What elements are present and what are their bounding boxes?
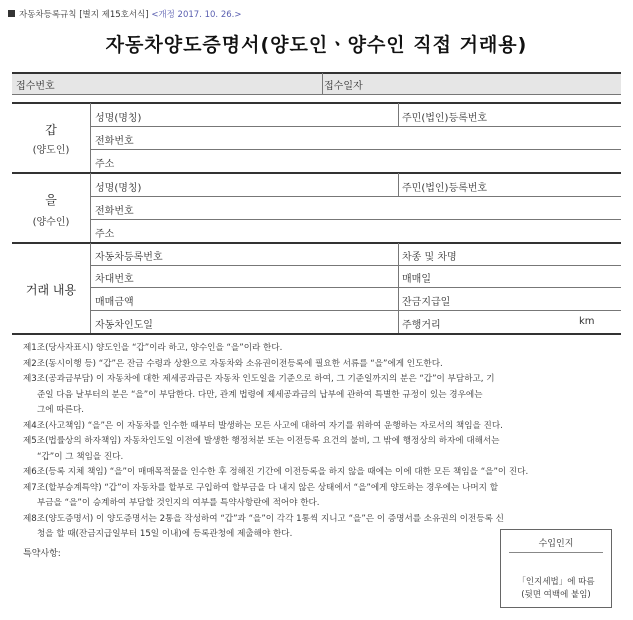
clause-line: 준일 다음 날부터의 분은 “을”이 부담한다. 다만, 관계 법령에 제세공과금의 납부에 관하여 특별한 규정이 있는 경우에는 — [37, 389, 483, 400]
clause-line: 제3조(공과금부담) 이 자동차에 대한 제세공과금은 자동차 인도일을 기준으로 하여, 그 기준일까지의 분은 “갑”이 부담하고, 기 — [23, 374, 495, 384]
stamp-note-law: 「인지세법」에 따름 — [517, 577, 595, 587]
buyer-name-label: 성명(명칭) — [95, 183, 142, 194]
sale-price-label: 매매금액 — [95, 297, 134, 308]
buyer-role-desc: (양수인) — [32, 217, 70, 228]
clause-line: 제4조(사고책임) “을”은 이 자동차를 인수한 때부터 발생하는 모든 사고에 대하여 자기를 위하여 운행하는 자로서의 책임을 진다. — [23, 420, 503, 431]
stamp-divider — [509, 552, 603, 553]
clause-line: 제5조(법률상의 하자책임) 자동차인도일 이전에 발생한 행정처분 또는 이전등록 요건의 불비, 그 밖에 행정상의 하자에 대해서는 — [23, 436, 500, 446]
transaction-label: 거래 내용 — [25, 283, 77, 297]
buyer-role: 을 — [45, 193, 57, 207]
vehicle-model-label: 차종 및 차명 — [402, 252, 457, 263]
form-header — [8, 8, 241, 20]
revision-date: <개정 2017. 10. 26.> — [151, 10, 242, 20]
form-number: [별지 제15호서식] — [79, 10, 149, 20]
receipt-date-label: 접수일자 — [324, 81, 363, 92]
clause-line: 제8조(양도증명서) 이 양도증명서는 2통을 작성하여 “갑”과 “을”이 각각 1통씩 지니고 “을”은 이 증명서를 소유권의 이전등록 신 — [23, 513, 504, 524]
receipt-bar — [12, 73, 621, 94]
buyer-address-label: 주소 — [95, 229, 115, 240]
sale-date-label: 매매일 — [402, 274, 431, 285]
revenue-stamp-box — [500, 529, 612, 608]
seller-id-label: 주민(법인)등록번호 — [402, 113, 488, 124]
seller-role: 갑 — [45, 123, 57, 137]
clause-line: “갑”이 그 책임을 진다. — [37, 451, 124, 462]
seller-name-label: 성명(명칭) — [95, 113, 142, 124]
clause-line: 제7조(할부승계특약) “갑”이 자동차를 할부로 구입하여 할부금을 다 내지 않은 상태에서 “을”에게 양도하는 경우에는 나머지 할 — [23, 482, 499, 493]
mileage-unit: km — [579, 316, 595, 327]
clause-line: 제1조(당사자표시) 양도인을 “갑”이라 하고, 양수인을 “을”이라 한다. — [23, 343, 283, 353]
seller-role-desc: (양도인) — [32, 145, 70, 156]
special-terms-label: 특약사항: — [23, 549, 61, 559]
clause-line: 그에 따른다. — [37, 405, 84, 415]
clause-line: 제2조(동시이행 등) “갑”은 잔금 수령과 상환으로 자동차와 소유권이전등록에 필요한 서류를 “을”에게 인도한다. — [23, 358, 443, 369]
receipt-number-label: 접수번호 — [16, 81, 55, 92]
balance-date-label: 잔금지급일 — [402, 297, 451, 308]
clause-line: 부금을 “을”이 승계하여 부담할 것인지의 여부를 특약사항란에 적어야 한다. — [37, 498, 320, 508]
stamp-title: 수입인지 — [538, 539, 574, 549]
stamp-note-attach: (뒷면 여백에 붙임) — [521, 590, 591, 600]
buyer-phone-label: 전화번호 — [95, 206, 134, 217]
seller-address-label: 주소 — [95, 159, 115, 170]
chassis-number-label: 차대번호 — [95, 274, 134, 285]
regulation-name: 자동차등록규칙 — [19, 10, 77, 20]
seller-phone-label: 전화번호 — [95, 136, 134, 147]
mileage-label: 주행거리 — [402, 320, 441, 331]
reg-number-label: 자동차등록번호 — [95, 252, 163, 263]
buyer-id-label: 주민(법인)등록번호 — [402, 183, 488, 194]
page-title: 자동차양도증명서(양도인ㆍ양수인 직접 거래용) — [105, 34, 528, 56]
form-table — [12, 72, 621, 335]
contract-clauses — [23, 341, 615, 543]
clause-line: 제6조(등록 지체 책임) “을”이 매매목적물을 인수한 후 정해진 기간에 이전등록을 하지 않을 때에는 이에 대한 모든 책임을 “을”이 진다. — [23, 467, 529, 477]
square-bullet-icon — [8, 10, 15, 17]
delivery-date-label: 자동차인도일 — [95, 320, 153, 331]
clause-line: 청을 할 때(잔금지급일부터 15일 이내)에 등록관청에 제출해야 한다. — [37, 529, 293, 539]
